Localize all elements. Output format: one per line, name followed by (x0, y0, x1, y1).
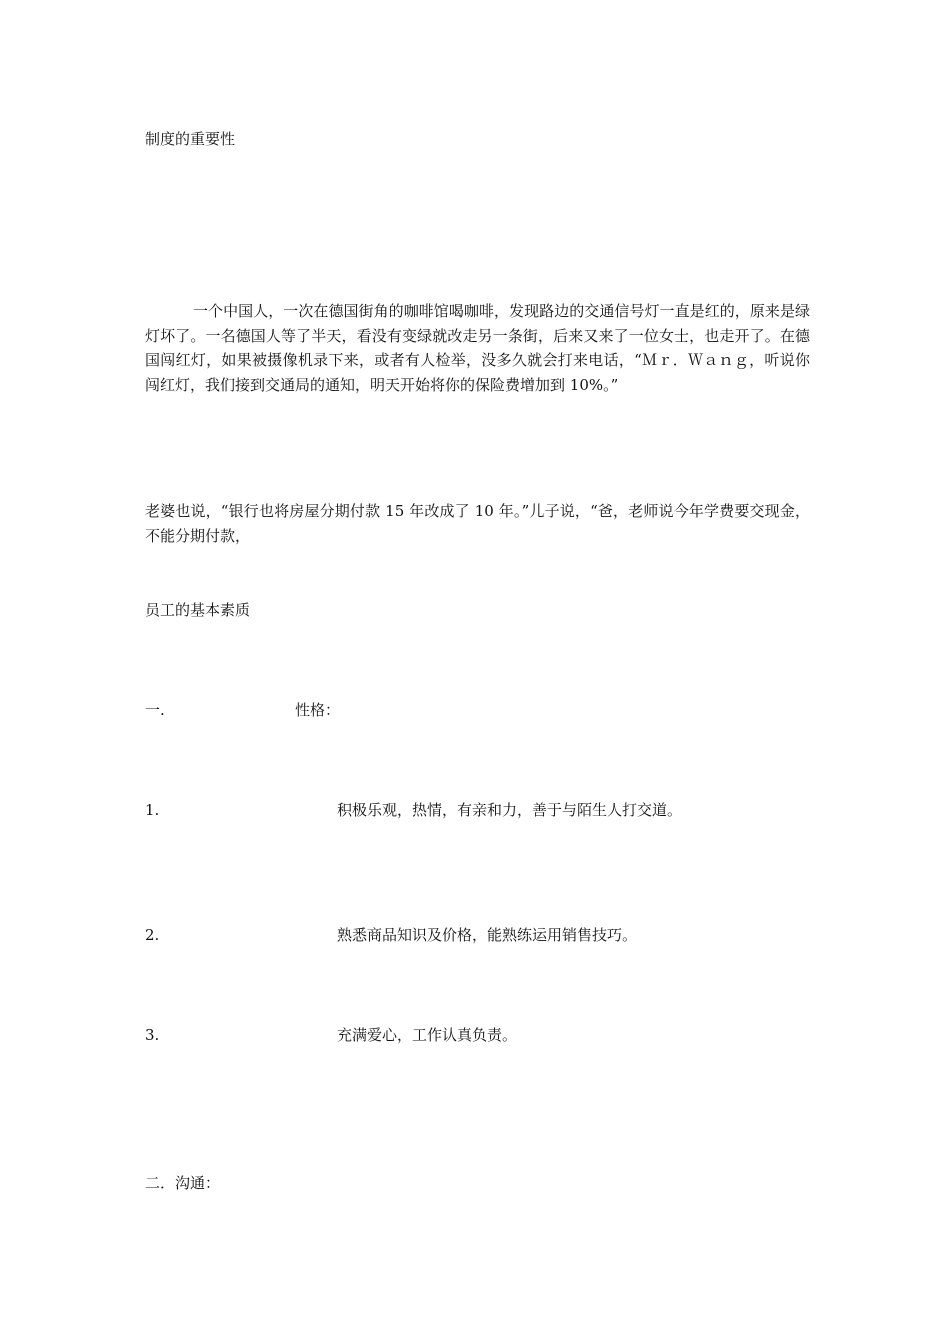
section-one-number: 一. (145, 701, 165, 719)
doc-title: 制度的重要性 (145, 130, 236, 148)
story-paragraph: 一个中国人，一次在德国街角的咖啡馆喝咖啡，发现路边的交通信号灯一直是红的，原来是绿灯坏了。一名德国人等了半天，看没有变绿就改走另一条街，后来又来了一位女士，也走开了。在德国闯红灯，如果被摄像机录下来，或者有人检举，没多久就会打来电话，“Ｍｒ．Ｗａｎｇ，听说你闯红灯，我们接到交通局的通知，明天开始将你的保险费增加到 10%。” (145, 302, 810, 394)
section-title: 员工的基本素质 (145, 601, 251, 619)
section-two-title: 二．沟通： (145, 1174, 221, 1192)
wife-paragraph: 老婆也说，“银行也将房屋分期付款 15 年改成了 10 年。”儿子说，“爸，老师说今年学费要交现金，不能分期付款， (145, 502, 810, 545)
list-item-number: 1. (145, 801, 160, 819)
list-item-number: 3. (145, 1026, 160, 1044)
list-item-number: 2. (145, 926, 160, 944)
list-item-text: 积极乐观，热情，有亲和力，善于与陌生人打交道。 (337, 801, 683, 819)
list-item-text: 熟悉商品知识及价格，能熟练运用销售技巧。 (337, 926, 638, 944)
list-item-text: 充满爱心，工作认真负责。 (337, 1026, 518, 1044)
section-one-label: 性格： (295, 701, 341, 719)
